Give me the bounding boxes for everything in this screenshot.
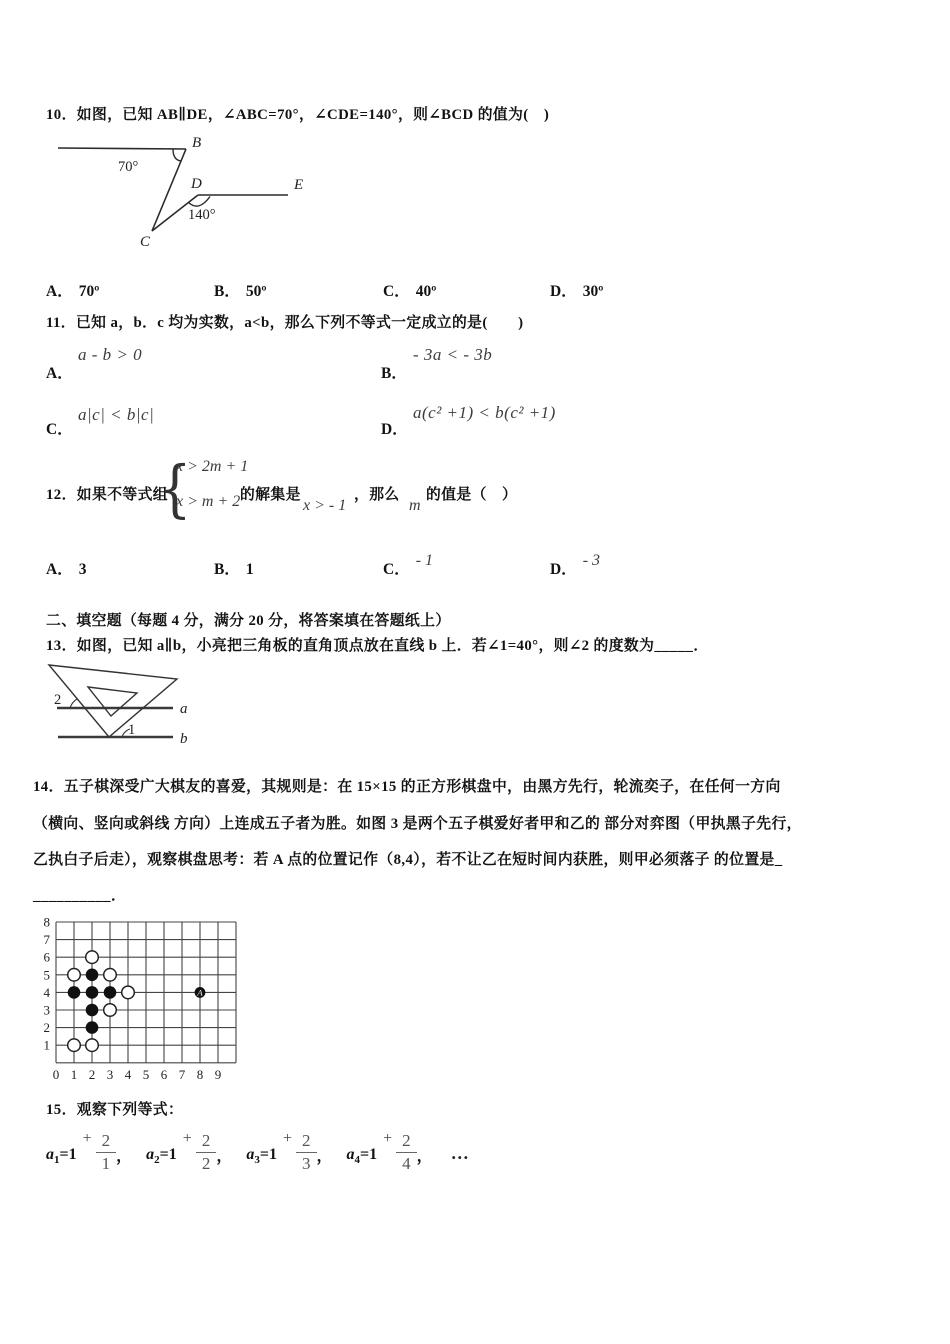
question-10-text: 10．如图，已知 AB∥DE，∠ABC=70°，∠CDE=140°，则∠BCD 的值为( ) bbox=[46, 107, 550, 123]
angle-1-label: 1 bbox=[128, 722, 136, 738]
option-d: D． bbox=[381, 421, 408, 438]
option-d: D． 30º bbox=[550, 283, 604, 300]
black-stone bbox=[86, 1004, 99, 1017]
x-axis-label: 2 bbox=[88, 1066, 96, 1082]
equation-a1: $a_1=1$ + $\frac{2}{1}$ ， bbox=[46, 1130, 133, 1173]
line-b-label: b bbox=[180, 731, 188, 747]
black-stone bbox=[68, 986, 81, 999]
black-stone bbox=[86, 969, 99, 982]
y-axis-label: 7 bbox=[43, 932, 50, 948]
white-stone bbox=[68, 969, 81, 982]
x-axis-label: 1 bbox=[70, 1066, 78, 1082]
x-axis-label: 0 bbox=[52, 1066, 60, 1082]
option-c: C．- 1 bbox=[383, 552, 434, 578]
option-a: A． 3 bbox=[46, 561, 87, 578]
angle-2-label: 2 bbox=[54, 692, 62, 708]
gomoku-board-figure bbox=[42, 914, 248, 1095]
equation-a3: $a_3=1$ + $\frac{2}{3}$ ， bbox=[246, 1130, 333, 1173]
angle-70-label: 70° bbox=[118, 159, 139, 175]
x-axis-label: 7 bbox=[178, 1066, 186, 1082]
black-stone bbox=[86, 1021, 99, 1034]
y-axis-label: 4 bbox=[43, 984, 50, 1000]
black-stone bbox=[104, 986, 117, 999]
point-label-B: B bbox=[192, 135, 202, 151]
set-square-figure bbox=[40, 658, 250, 758]
option-d: D．- 3 bbox=[550, 552, 601, 578]
option-a-expression: a - b > 0 bbox=[78, 345, 143, 364]
plus-sign: + bbox=[383, 1130, 393, 1147]
y-axis-label: 5 bbox=[43, 967, 50, 983]
question-14-line-1: 14．五子棋深受广大棋友的喜爱，其规则是：在 15×15 的正方形棋盘中，由黑方先行，轮流奕子，在任何一方向 bbox=[33, 779, 781, 795]
question-12-suffix: 的值是（ ） bbox=[426, 487, 518, 503]
question-14-line-3: 乙执白子后走），观察棋盘思考：若 A 点的位置记作（8,4），若不让乙在短时间内获胜，则甲必须落子 的位置是_ bbox=[33, 852, 783, 868]
option-b-expression: - 3a < - 3b bbox=[413, 345, 493, 364]
option-b: B． bbox=[381, 365, 407, 382]
question-13-text: 13．如图，已知 a∥b，小亮把三角板的直角顶点放在直线 b 上．若∠1=40°，则∠2 的度数为_____． bbox=[46, 638, 709, 654]
section-2-header: 二、填空题（每题 4 分，满分 20 分，将答案填在答题纸上） bbox=[46, 613, 451, 629]
y-axis-label: 2 bbox=[43, 1020, 50, 1036]
point-a-marker-label: A bbox=[197, 987, 203, 998]
ellipsis: … bbox=[450, 1143, 469, 1163]
option-c-expression: a|c| < b|c| bbox=[78, 405, 155, 424]
system-line-1: x > 2m + 1 bbox=[176, 458, 249, 475]
y-axis-label: 1 bbox=[43, 1037, 50, 1053]
x-axis-label: 8 bbox=[196, 1066, 204, 1082]
option-c: C． 40º bbox=[383, 283, 437, 300]
question-12-mid2: ，那么 bbox=[354, 487, 400, 503]
system-brace: { bbox=[157, 452, 192, 525]
point-label-C: C bbox=[140, 234, 151, 250]
x-axis-label: 5 bbox=[142, 1066, 150, 1082]
fraction: $\frac{2}{4}$ bbox=[396, 1131, 417, 1173]
y-axis-label: 3 bbox=[43, 1002, 50, 1018]
plus-sign: + bbox=[282, 1130, 292, 1147]
fraction: $\frac{2}{2}$ bbox=[196, 1131, 217, 1173]
option-a: A． bbox=[46, 365, 73, 382]
point-label-D: D bbox=[191, 176, 202, 192]
white-stone bbox=[104, 1004, 117, 1017]
question-13-figure bbox=[40, 658, 250, 763]
variable-m: m bbox=[409, 497, 421, 514]
question-14-line-4: __________． bbox=[33, 888, 127, 904]
y-axis-label: 6 bbox=[43, 949, 50, 965]
y-axis-label: 8 bbox=[43, 914, 50, 930]
x-axis-label: 4 bbox=[124, 1066, 132, 1082]
option-b: B． 1 bbox=[214, 561, 254, 578]
x-axis-label: 3 bbox=[106, 1066, 114, 1082]
plus-sign: + bbox=[82, 1130, 92, 1147]
white-stone bbox=[122, 986, 135, 999]
gomoku-board bbox=[42, 914, 248, 1090]
plus-sign: + bbox=[182, 1130, 192, 1147]
black-stone bbox=[86, 986, 99, 999]
white-stone bbox=[104, 969, 117, 982]
question-14-line-2: （横向、竖向或斜线 方向）上连成五子者为胜。如图 3 是两个五子棋爱好者甲和乙的 部分对弈图（甲执黑子先行， bbox=[33, 816, 802, 832]
option-a: A． 70º bbox=[46, 283, 100, 300]
fraction: $\frac{2}{3}$ bbox=[296, 1131, 317, 1173]
question-12-mid1: 的解集是 bbox=[240, 487, 301, 503]
question-15-heading: 15．观察下列等式： bbox=[46, 1102, 184, 1118]
x-axis-label: 9 bbox=[214, 1066, 222, 1082]
x-axis-label: 6 bbox=[160, 1066, 168, 1082]
question-11-text: 11．已知 a，b．c 均为实数，a<b，那么下列不等式一定成立的是( ) bbox=[46, 315, 524, 331]
solution-set: x > - 1 bbox=[303, 497, 347, 514]
line-a-label: a bbox=[180, 701, 188, 717]
option-c: C． bbox=[46, 421, 73, 438]
white-stone bbox=[68, 1039, 81, 1052]
angle-140-label: 140° bbox=[188, 207, 216, 223]
white-stone bbox=[86, 951, 99, 964]
option-b: B． 50º bbox=[214, 283, 267, 300]
question-12-prefix: 12．如果不等式组 bbox=[46, 487, 168, 503]
question-10-figure bbox=[45, 133, 325, 270]
point-label-E: E bbox=[294, 177, 304, 193]
option-d-expression: a(c² +1) < b(c² +1) bbox=[413, 403, 556, 422]
equation-a2: $a_2=1$ + $\frac{2}{2}$ ， bbox=[146, 1130, 233, 1173]
white-stone bbox=[86, 1039, 99, 1052]
equation-a4: $a_4=1$ + $\frac{2}{4}$ ， bbox=[346, 1130, 433, 1173]
system-line-2: x > m + 2 bbox=[176, 493, 241, 510]
fraction: $\frac{2}{1}$ bbox=[96, 1131, 117, 1173]
question-15-equations bbox=[46, 1130, 469, 1174]
parallel-lines-figure bbox=[45, 133, 325, 265]
